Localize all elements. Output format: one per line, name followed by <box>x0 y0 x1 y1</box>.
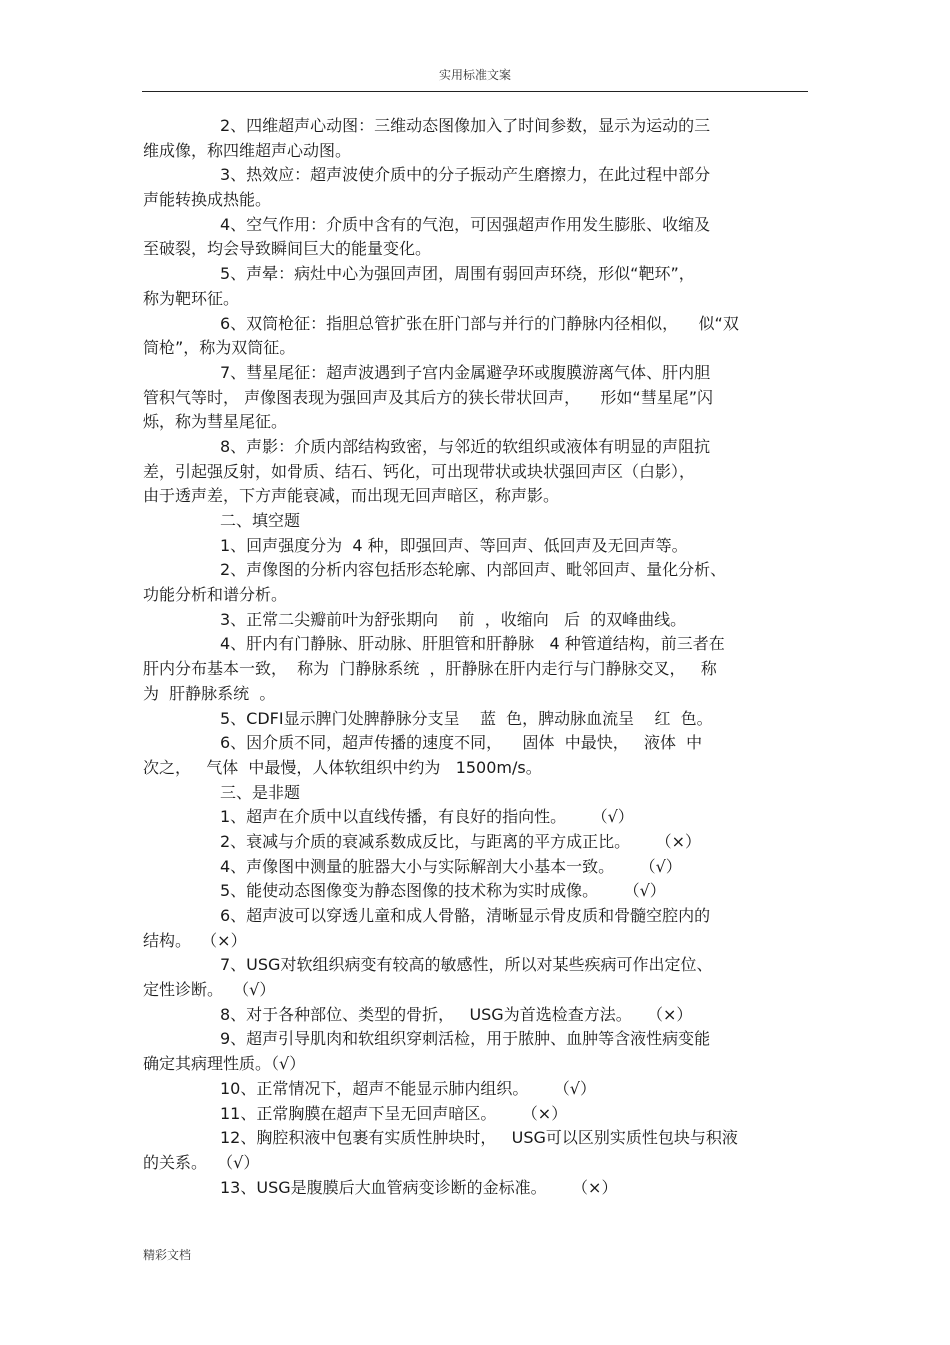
text-line: 的关系。 （√） <box>143 1152 260 1172</box>
text-line: 6、超声波可以穿透儿童和成人骨骼，清晰显示骨皮质和骨髓空腔内的 <box>220 906 711 925</box>
text-line: 6、双筒枪征：指胆总管扩张在肝门部与并行的门静脉内径相似， 似“双 <box>220 313 739 333</box>
text-line: 维成像，称四维超声心动图。 <box>143 140 352 160</box>
text-line: 确定其病理性质。（√） <box>143 1054 306 1074</box>
text-line: 12、胸腔积液中包裹有实质性肿块时， USG可以区别实质性包块与积液 <box>220 1128 738 1148</box>
text-line: 8、声影：介质内部结构致密，与邻近的软组织或液体有明显的声阻抗 <box>220 436 711 456</box>
text-line: 筒枪”，称为双筒征。 <box>143 338 296 358</box>
text-line: 功能分析和谱分析。 <box>143 585 288 605</box>
text-line: 至破裂，均会导致瞬间巨大的能量变化。 <box>143 239 432 259</box>
text-line: 声能转换成热能。 <box>143 190 272 210</box>
text-line: 4、声像图中测量的脏器大小与实际解剖大小基本一致。 （√） <box>220 856 682 876</box>
text-line: 3、热效应：超声波使介质中的分子振动产生磨擦力，在此过程中部分 <box>220 165 711 185</box>
text-line: 5、声晕：病灶中心为强回声团，周围有弱回声环绕，形似“靶环”， <box>220 264 695 284</box>
text-line: 7、彗星尾征：超声波遇到子宫内金属避孕环或腹膜游离气体、肝内胆 <box>220 362 711 382</box>
text-line: 烁，称为彗星尾征。 <box>143 412 288 432</box>
document-body <box>143 114 809 1200</box>
text-line: 4、空气作用：介质中含有的气泡，可因强超声作用发生膨胀、收缩及 <box>220 214 711 234</box>
text-line: 称为靶环征。 <box>143 288 240 308</box>
page-header: 实用标准文案 <box>438 68 511 82</box>
text-line: 1、回声强度分为 4 种，即强回声、等回声、低回声及无回声等。 <box>220 535 688 555</box>
text-line: 差，引起强反射，如骨质、结石、钙化，可出现带状或块状强回声区（白影）， <box>143 461 696 481</box>
text-line: 10、正常情况下，超声不能显示肺内组织。 （√） <box>220 1078 596 1098</box>
text-line: 7、USG对软组织病变有较高的敏感性，所以对某些疾病可作出定位、 <box>220 955 713 975</box>
text-line: 次之， 气体 中最慢，人体软组织中约为 1500m/s。 <box>143 757 542 777</box>
text-line: 2、四维超声心动图：三维动态图像加入了时间参数，显示为运动的三 <box>220 116 711 135</box>
text-line: 三、是非题 <box>220 782 301 802</box>
text-line: 1、超声在介质中以直线传播，有良好的指向性。 （√） <box>220 807 634 827</box>
text-line: 6、因介质不同，超声传播的速度不同， 固体 中最快， 液体 中 <box>220 733 703 753</box>
header-divider <box>142 91 808 92</box>
text-line: 5、CDFI显示脾门处脾静脉分支呈 蓝 色，脾动脉血流呈 红 色。 <box>220 708 713 728</box>
text-line: 4、肝内有门静脉、肝动脉、肝胆管和肝静脉 4 种管道结构，前三者在 <box>220 634 725 654</box>
text-line: 由于透声差，下方声能衰减，而出现无回声暗区，称声影。 <box>143 486 560 506</box>
text-line: 为 肝静脉系统 。 <box>143 683 276 703</box>
text-line: 管积气等时， 声像图表现为强回声及其后方的狭长带状回声， 形如“彗星尾”闪 <box>143 387 714 407</box>
text-line: 3、正常二尖瓣前叶为舒张期向 前 ，收缩向 后 的双峰曲线。 <box>220 609 687 629</box>
text-line: 二、填空题 <box>220 511 301 530</box>
text-line: 11、正常胸膜在超声下呈无回声暗区。 （×） <box>220 1103 568 1123</box>
text-line: 9、超声引导肌肉和软组织穿刺活检，用于脓肿、血肿等含液性病变能 <box>220 1029 711 1049</box>
text-line: 肝内分布基本一致， 称为 门静脉系统 ，肝静脉在肝内走行与门静脉交叉， 称 <box>143 659 717 679</box>
text-line: 8、对于各种部位、类型的骨折， USG为首选检查方法。 （×） <box>220 1004 693 1024</box>
text-line: 13、USG是腹膜后大血管病变诊断的金标准。 （×） <box>220 1177 618 1197</box>
page-footer: 精彩文档 <box>143 1248 192 1262</box>
text-line: 2、衰减与介质的衰减系数成反比，与距离的平方成正比。 （×） <box>220 831 702 851</box>
text-line: 5、能使动态图像变为静态图像的技术称为实时成像。 （√） <box>220 881 666 901</box>
text-line: 2、声像图的分析内容包括形态轮廓、内部回声、毗邻回声、量化分析、 <box>220 560 727 580</box>
text-line: 定性诊断。 （√） <box>143 980 276 1000</box>
text-line: 结构。 （×） <box>143 930 247 950</box>
